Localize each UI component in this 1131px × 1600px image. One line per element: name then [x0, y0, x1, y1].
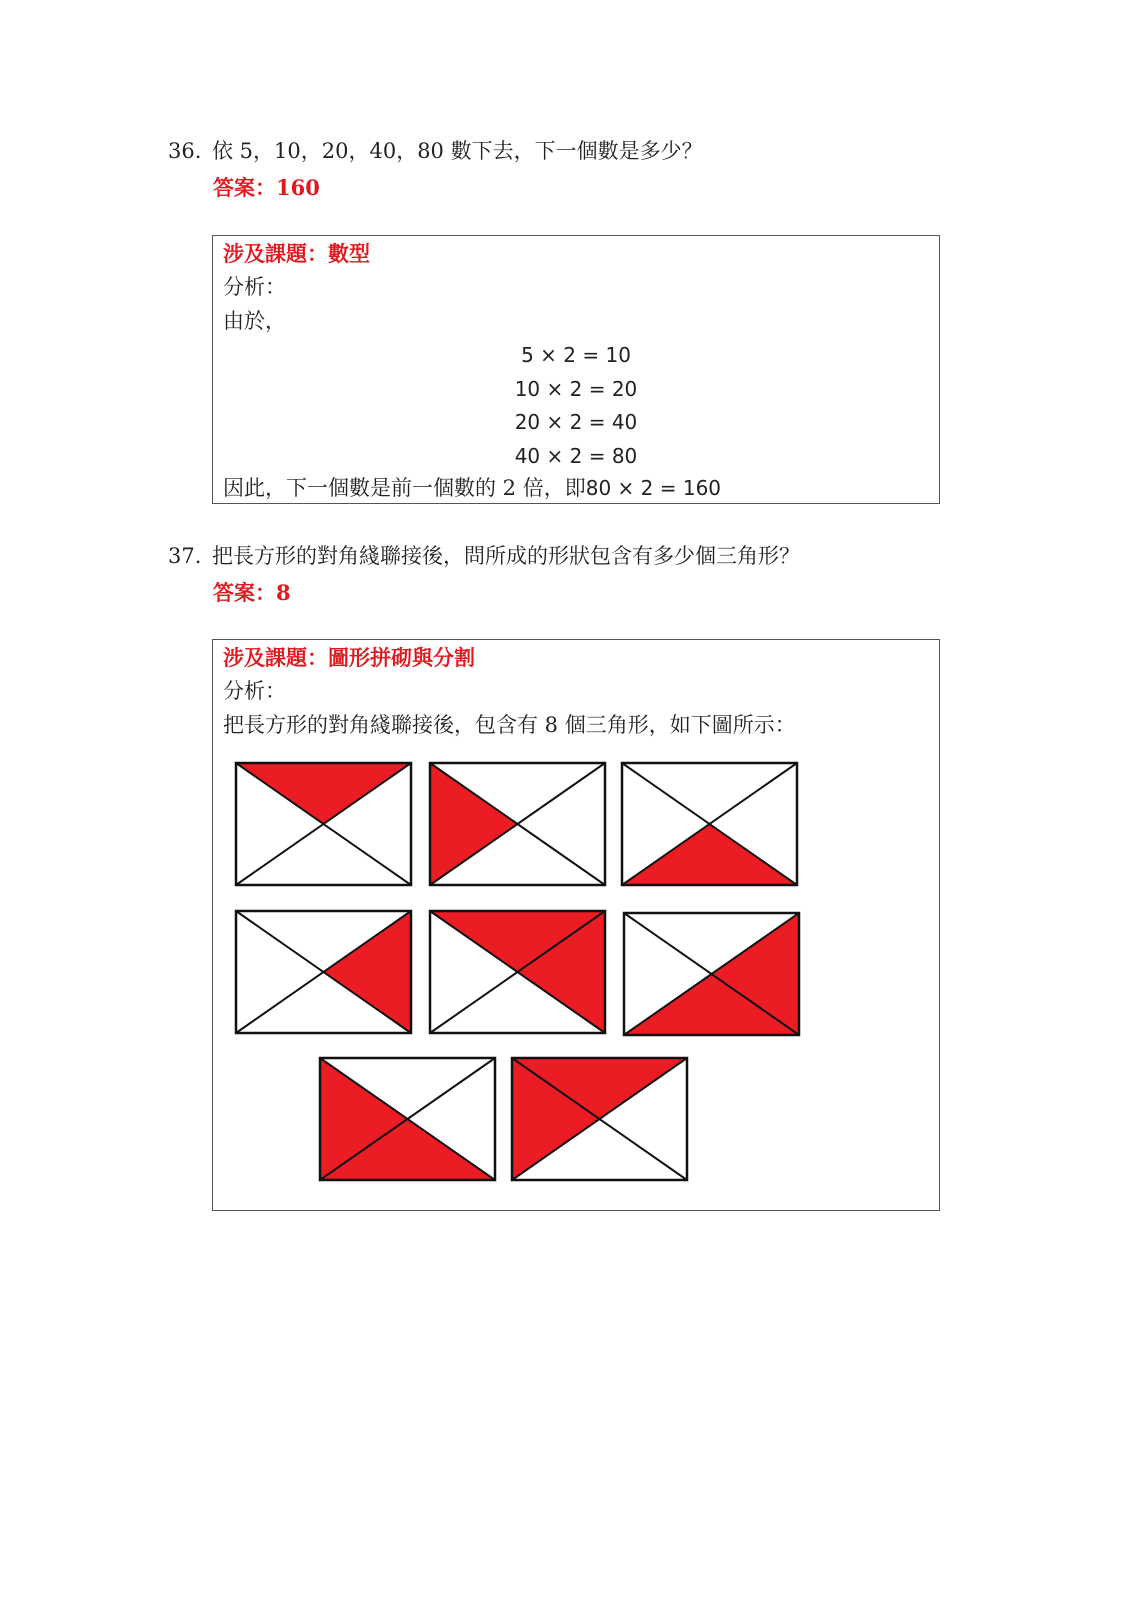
shaded-triangle-right	[324, 911, 412, 1033]
rectangle-figure-8	[510, 1056, 689, 1182]
question-36	[168, 138, 703, 164]
topic-label: 涉及課題：圖形拼砌與分割	[223, 645, 475, 670]
conclusion	[223, 475, 721, 501]
rectangle-figure-5	[428, 909, 607, 1035]
rectangle-figure-7	[318, 1056, 497, 1182]
rectangle-figure-3	[620, 761, 799, 887]
rectangle-figure-6	[622, 911, 801, 1037]
shaded-triangle-top	[236, 763, 411, 824]
intro-text: 把長方形的對角綫聯接後，包含有 8 個三角形，如下圖所示：	[223, 713, 796, 737]
analysis-box-36	[212, 235, 940, 504]
shaded-triangle-bottom	[622, 824, 797, 885]
question-number: 36.	[168, 139, 202, 163]
rectangle-figure-1	[234, 761, 413, 887]
equation-3: 20 × 2 = 40	[514, 410, 638, 434]
shaded-triangle-left	[430, 763, 518, 885]
analysis-label: 分析：	[223, 275, 286, 299]
answer-36: 答案：160	[213, 175, 320, 200]
rectangle-figure-4	[234, 909, 413, 1035]
rectangle-figure-2	[428, 761, 607, 887]
question-number: 37.	[168, 544, 202, 568]
question-text: 依 5，10，20，40，80 數下去，下一個數是多少？	[212, 139, 703, 163]
conclusion-text: 因此，下一個數是前一個數的 2 倍，即	[223, 476, 586, 500]
conclusion-equation: 80 × 2 = 160	[585, 476, 722, 500]
question-37	[168, 543, 800, 569]
equation-2: 10 × 2 = 20	[514, 377, 638, 401]
equation-4: 40 × 2 = 80	[514, 444, 638, 468]
analysis-label: 分析：	[223, 679, 286, 703]
intro-text: 由於，	[223, 309, 286, 333]
answer-37: 答案：8	[213, 580, 291, 605]
equation-1: 5 × 2 = 10	[521, 343, 631, 367]
topic-label: 涉及課題：數型	[223, 241, 370, 266]
question-text: 把長方形的對角綫聯接後，問所成的形狀包含有多少個三角形？	[212, 544, 800, 568]
